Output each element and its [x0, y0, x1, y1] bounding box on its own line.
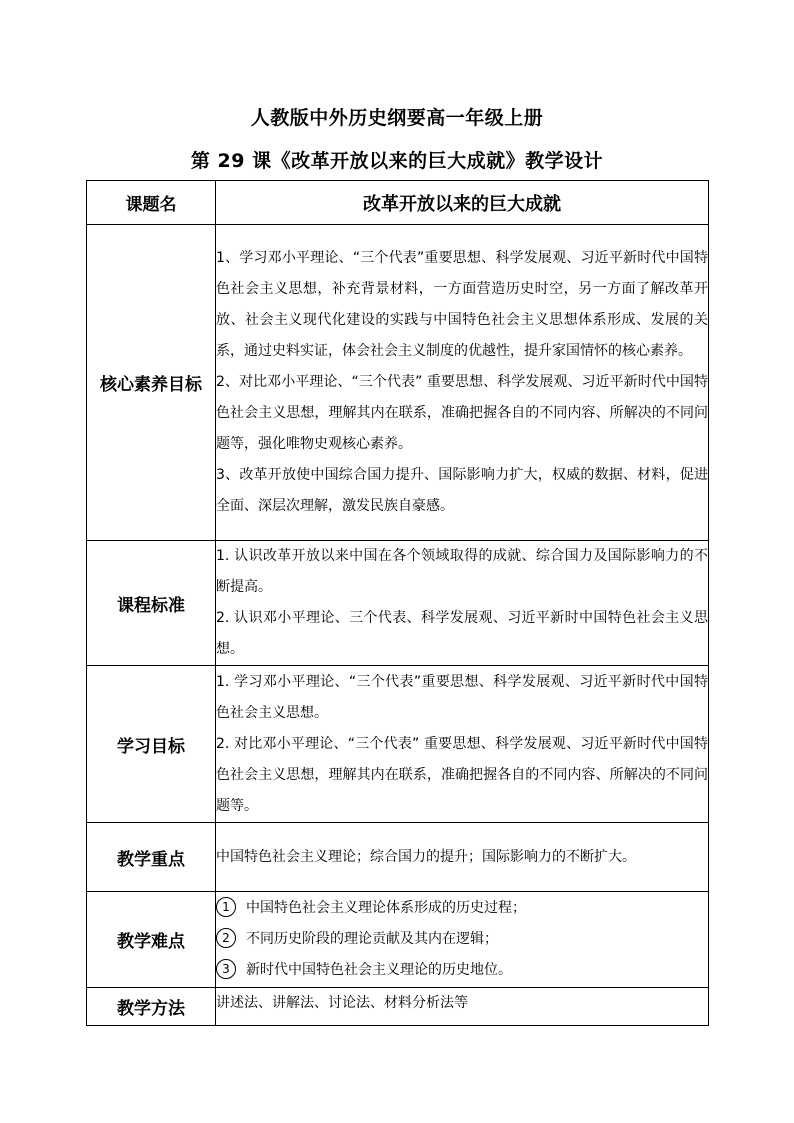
standard-content — [216, 541, 709, 666]
circled-number: 1 — [216, 897, 236, 917]
literacy-item: 3、改革开放使中国综合国力提升、国际影响力扩大，权威的数据、材料，促进全面、深层次理解，激发民族自豪感。 — [216, 467, 708, 514]
table-row — [87, 541, 709, 666]
methods-label: 教学方法 — [87, 988, 216, 1026]
methods-content: 讲述法、讲解法、讨论法、材料分析法等 — [216, 988, 709, 1026]
difficulties-label: 教学难点 — [87, 892, 216, 988]
standard-label: 课程标准 — [87, 541, 216, 666]
learning-item: 1. 学习邓小平理论、“三个代表”重要思想、科学发展观、习近平新时代中国特色社会主义思想。 — [216, 673, 708, 721]
table-row — [87, 666, 709, 823]
learning-content — [216, 666, 709, 823]
circled-number: 3 — [216, 959, 236, 979]
table-row — [87, 988, 709, 1026]
difficulties-content — [216, 892, 709, 988]
difficulty-item: 1 中国特色社会主义理论体系形成的历史过程； — [216, 893, 708, 924]
literacy-item: 1、学习邓小平理论、“三个代表”重要思想、科学发展观、习近平新时代中国特色社会主义思想，补充背景材料，一方面营造历史时空，另一方面了解改革开放、社会主义现代化建设的实践与中国特色社会主义思想体系形成、发展的关系，通过史料实证，体会社会主义制度的优越性，提升家国情怀的核心素养。 — [216, 250, 708, 359]
difficulty-item: 2 不同历史阶段的理论贡献及其内在逻辑； — [216, 924, 708, 955]
circled-number: 2 — [216, 928, 236, 948]
literacy-label: 核心素养目标 — [87, 225, 216, 541]
key-points-content: 中国特色社会主义理论；综合国力的提升；国际影响力的不断扩大。 — [216, 823, 709, 892]
topic-value: 改革开放以来的巨大成就 — [216, 181, 709, 225]
standard-item: 1. 认识改革开放以来中国在各个领域取得的成就、综合国力及国际影响力的不断提高。 — [216, 548, 708, 595]
learning-item: 2. 对比邓小平理论、“三个代表” 重要思想、科学发展观、习近平新时代中国特色社会主义思想，理解其内在联系，准确把握各自的不同内容、所解决的不同问题等。 — [216, 735, 708, 814]
table-row — [87, 181, 709, 225]
lesson-plan-table — [86, 180, 709, 1026]
table-row — [87, 225, 709, 541]
learning-label: 学习目标 — [87, 666, 216, 823]
table-row — [87, 823, 709, 892]
literacy-content — [216, 225, 709, 541]
topic-label: 课题名 — [87, 181, 216, 225]
document-subtitle: 第 29 课《改革开放以来的巨大成就》教学设计 — [190, 150, 604, 172]
key-points-label: 教学重点 — [87, 823, 216, 892]
standard-item: 2. 认识邓小平理论、三个代表、科学发展观、习近平新时中国特色社会主义思想。 — [216, 610, 708, 657]
difficulty-item: 3 新时代中国特色社会主义理论的历史地位。 — [216, 955, 708, 986]
table-row — [87, 892, 709, 988]
document-title: 人教版中外历史纲要高一年级上册 — [250, 107, 544, 129]
literacy-item: 2、对比邓小平理论、“三个代表” 重要思想、科学发展观、习近平新时代中国特色社会主义思想，理解其内在联系，准确把握各自的不同内容、所解决的不同问题等，强化唯物史观核心素养。 — [216, 374, 708, 452]
